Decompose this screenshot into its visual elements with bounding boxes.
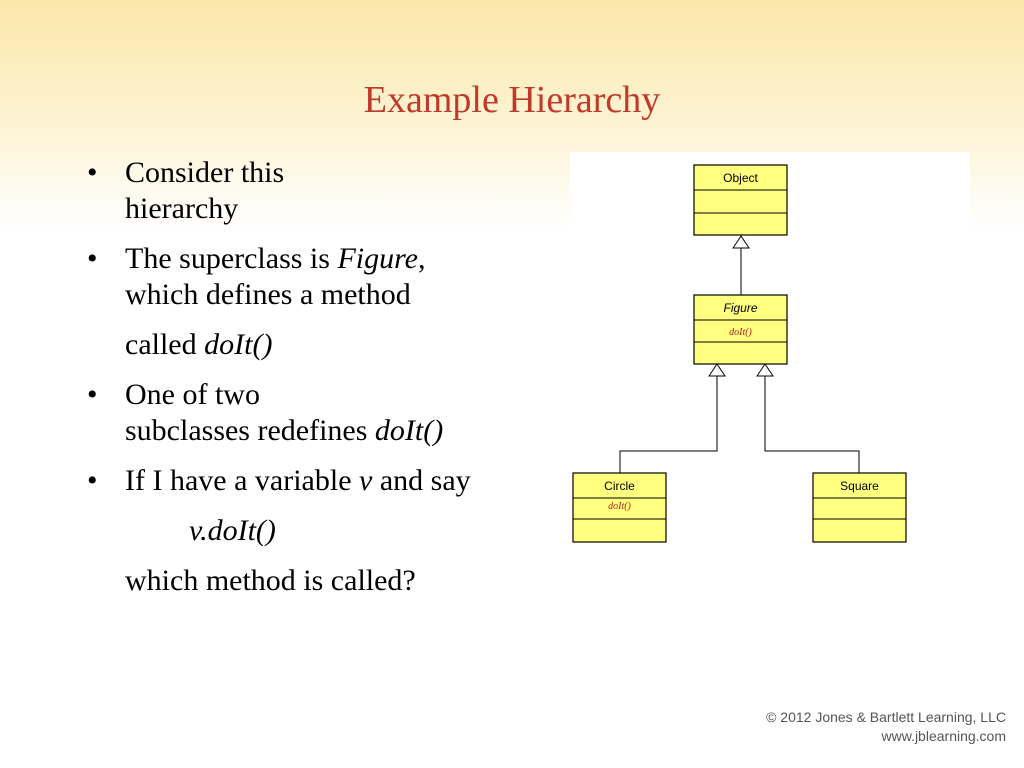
bullet-item (85, 377, 585, 449)
bullet-text: and say (372, 464, 471, 497)
bullet-code-line (125, 513, 585, 549)
class-figure (694, 295, 787, 364)
bullet-item (85, 155, 585, 227)
class-circle (573, 473, 666, 542)
bullet-marker: • (87, 378, 98, 411)
bullet-text: subclasses redefines (125, 414, 375, 447)
bullet-text: hierarchy (125, 192, 239, 225)
class-object (694, 165, 787, 235)
bullet-text: , (418, 242, 426, 275)
bullet-text: Consider this (125, 156, 285, 189)
slide-title: Example Hierarchy (363, 79, 661, 121)
bullet-item (85, 463, 585, 599)
bullet-line (125, 463, 585, 499)
bullet-text: The superclass is (125, 242, 338, 275)
class-name: Circle (604, 479, 635, 493)
bullet-line (125, 327, 585, 363)
bullet-text: which method is called? (125, 564, 416, 597)
bullet-emphasis: v (359, 464, 373, 497)
bullet-emphasis: doIt() (204, 328, 273, 361)
bullet-item (85, 241, 585, 363)
class-name: Object (723, 171, 758, 185)
method-name: doIt() (608, 501, 631, 512)
bullet-list (85, 155, 585, 613)
method-name: doIt() (729, 327, 752, 338)
bullet-line (125, 413, 585, 449)
bullet-marker: • (87, 242, 98, 275)
bullet-emphasis: v.doIt() (189, 514, 276, 547)
bullet-text: One of two (125, 378, 260, 411)
bullet-text: called (125, 328, 205, 361)
uml-class-diagram (570, 152, 970, 552)
class-name: Square (840, 479, 879, 493)
bullet-marker: • (87, 464, 98, 497)
copyright-footer (766, 708, 1006, 746)
copyright-text: © 2012 Jones & Bartlett Learning, LLC (766, 709, 1006, 725)
bullet-emphasis: doIt() (374, 414, 444, 447)
bullet-text: If I have a variable (125, 464, 360, 497)
class-square (813, 473, 906, 542)
bullet-line (125, 241, 585, 277)
class-name: Figure (723, 301, 758, 315)
bullet-text: which defines a method (125, 278, 411, 311)
bullet-emphasis: Figure (337, 242, 418, 275)
bullet-marker: • (87, 156, 98, 189)
publisher-url: www.jblearning.com (881, 728, 1006, 744)
